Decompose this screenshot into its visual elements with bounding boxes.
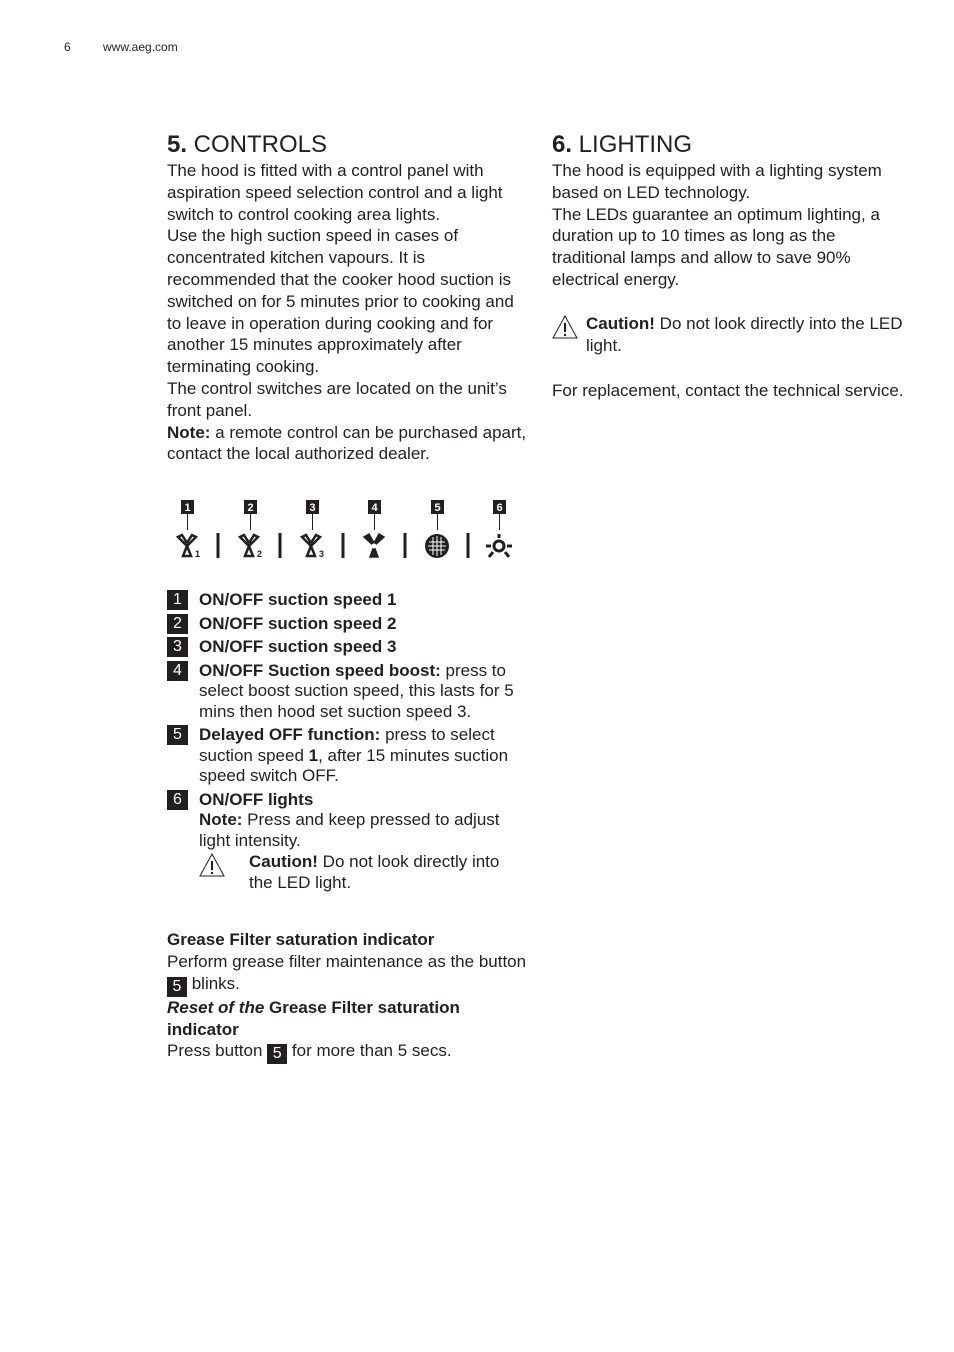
item-number-badge: 3 xyxy=(167,637,188,657)
page-number: 6 xyxy=(64,40,71,54)
light-icon xyxy=(486,534,512,557)
svg-text:1: 1 xyxy=(195,549,201,560)
item-title: ON/OFF lights xyxy=(199,789,314,809)
website-url: www.aeg.com xyxy=(103,40,178,54)
note-label: Note: xyxy=(199,810,243,830)
svg-text:1: 1 xyxy=(184,502,191,515)
svg-text:2: 2 xyxy=(257,549,263,560)
svg-text:4: 4 xyxy=(371,502,378,515)
list-item: 5 Delayed OFF function: press to select suction speed 1, after 15 minutes suction speed switch OFF. xyxy=(167,725,527,787)
fan-speed-3-icon xyxy=(302,535,324,559)
grease-reset-title: Reset of the Grease Filter saturation indicator xyxy=(167,997,460,1039)
item-title: ON/OFF suction speed 3 xyxy=(199,637,397,657)
item-title: ON/OFF suction speed 2 xyxy=(199,613,397,633)
panel-label-6 xyxy=(493,500,506,514)
controls-paragraph-3: The control switches are located on the unit’s front panel. xyxy=(167,378,507,420)
svg-text:3: 3 xyxy=(319,549,325,560)
control-panel-diagram xyxy=(167,500,527,590)
grease-filter-text: Perform grease filter maintenance as the button 5 blinks. xyxy=(167,951,527,995)
item-number-badge: 5 xyxy=(167,725,188,745)
lighting-heading: 6. LIGHTING xyxy=(552,131,693,158)
panel-label-4 xyxy=(368,500,381,514)
grease-filter-section xyxy=(167,929,527,1064)
list-item xyxy=(167,790,527,894)
item-text: press to select boost suction speed, this lasts for 5 mins then hood set suction speed 3. xyxy=(199,660,514,721)
controls-heading: 5. CONTROLS xyxy=(167,131,328,158)
controls-paragraph-1: The hood is fitted with a control panel with aspiration speed selection control and a light switch to control cooking area lights. xyxy=(167,161,503,224)
panel-label-5 xyxy=(431,500,444,514)
grease-filter-title: Grease Filter saturation indicator xyxy=(167,930,435,950)
panel-label-3 xyxy=(306,500,319,514)
control-panel-svg xyxy=(167,500,527,590)
lighting-caution: Caution! Do not look directly into the LED light. xyxy=(552,313,912,357)
panel-label-2 xyxy=(244,500,257,514)
warning-icon xyxy=(199,853,225,877)
lighting-paragraph-2: The LEDs guarantee an optimum lighting, a duration up to 10 times as long as the traditional lamps and allow to save 90% electrical energy. xyxy=(552,204,880,289)
controls-list xyxy=(167,590,527,893)
controls-note: Note: a remote control can be purchased apart, contact the local authorized dealer. xyxy=(167,422,527,464)
item-title: ON/OFF suction speed 1 xyxy=(199,590,397,610)
lighting-section xyxy=(552,131,912,402)
list-item xyxy=(167,614,527,635)
controls-paragraph-2: Use the high suction speed in cases of concentrated kitchen vapours. It is recommended that the cooker hood suction is switched on for 5 minutes prior to cooking and to leave in operation during cooking and for another 15 minutes approximately after terminating cooking. xyxy=(167,226,514,377)
button-5-badge: 5 xyxy=(167,977,187,997)
list-item xyxy=(167,637,527,658)
svg-text:5: 5 xyxy=(434,502,441,515)
warning-icon xyxy=(552,315,578,339)
svg-text:3: 3 xyxy=(309,502,316,515)
svg-text:2: 2 xyxy=(247,502,254,515)
svg-text:6: 6 xyxy=(496,502,503,515)
fan-speed-1-icon xyxy=(178,535,200,559)
panel-label-1 xyxy=(181,500,194,514)
button-5-badge: 5 xyxy=(267,1044,287,1064)
item-number-badge: 2 xyxy=(167,614,188,634)
list-item xyxy=(167,661,527,723)
item-title: Delayed OFF function: xyxy=(199,725,381,745)
caution-note: Caution! Do not look directly into the LED light. xyxy=(199,852,521,893)
grease-filter-icon xyxy=(425,534,449,558)
item-number-badge: 6 xyxy=(167,790,188,810)
list-item xyxy=(167,590,527,611)
fan-speed-2-icon xyxy=(240,535,262,559)
lighting-paragraph-1: The hood is equipped with a lighting system based on LED technology. xyxy=(552,161,882,202)
controls-section xyxy=(167,131,527,1064)
item-number-badge: 4 xyxy=(167,661,188,681)
note-text: Press and keep pressed to adjust light intensity. xyxy=(199,810,500,850)
item-title: ON/OFF Suction speed boost: xyxy=(199,660,441,680)
lighting-replacement: For replacement, contact the technical service. xyxy=(552,381,904,401)
item-number-badge: 1 xyxy=(167,590,188,610)
grease-reset-text: Press button 5 for more than 5 secs. xyxy=(167,1041,452,1063)
fan-boost-icon xyxy=(364,534,384,557)
